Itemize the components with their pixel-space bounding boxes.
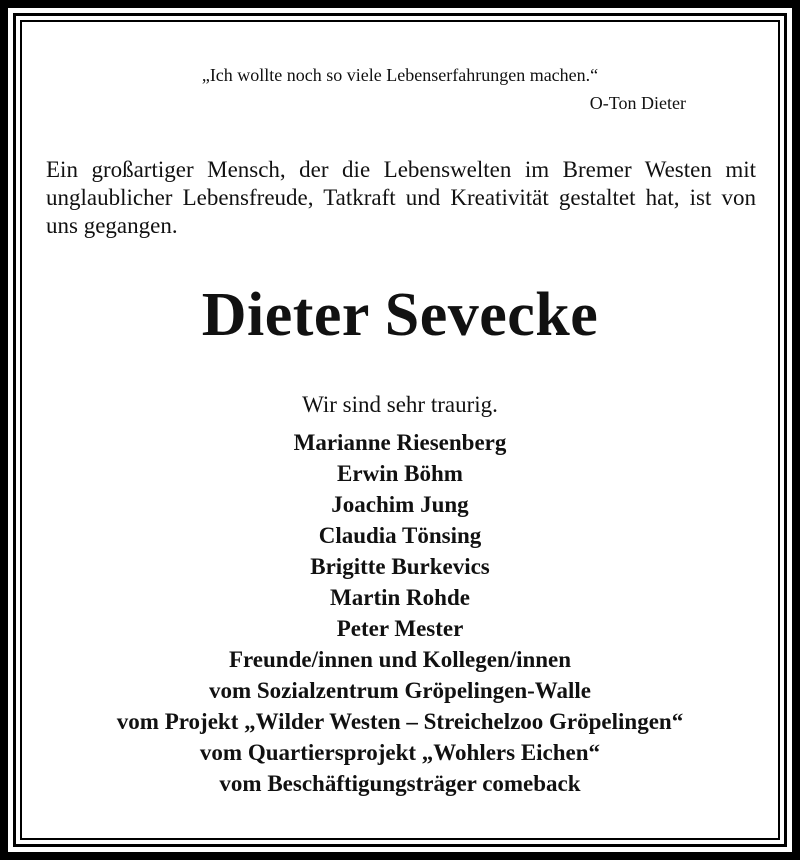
mourner-name: Joachim Jung [331,492,469,517]
mourner-group: vom Projekt „Wilder Westen – Streichelzoo Gröpelingen“ [116,709,684,734]
mourner-group: Freunde/innen und Kollegen/innen [228,647,572,672]
sad-line: Wir sind sehr traurig. [302,392,498,417]
intro-text: Ein großartiger Mensch, der die Lebenswelten im Bremer Westen mit unglaublicher Lebensfreude, Tatkraft und Kreativität gestaltet hat, ist von uns gegangen. [46,157,756,238]
mourner-name: Claudia Tönsing [318,523,482,548]
deceased-name: Dieter Sevecke [201,281,599,349]
mourner-group: vom Sozialzentrum Gröpelingen-Walle [208,678,591,703]
quote-text: „Ich wollte noch so viele Lebenserfahrungen machen.“ [201,65,599,85]
quote-author: O-Ton Dieter [589,93,686,113]
mourner-name: Martin Rohde [330,585,470,610]
mourner-name: Peter Mester [336,616,464,641]
mourner-name: Erwin Böhm [337,461,463,486]
mourner-group: vom Beschäftigungsträger comeback [219,771,581,796]
mourner-name: Brigitte Burkevics [310,554,490,579]
mourner-group: vom Quartiersprojekt „Wohlers Eichen“ [199,740,601,765]
mourners-list [0,427,800,799]
mourner-name: Marianne Riesenberg [293,430,507,455]
